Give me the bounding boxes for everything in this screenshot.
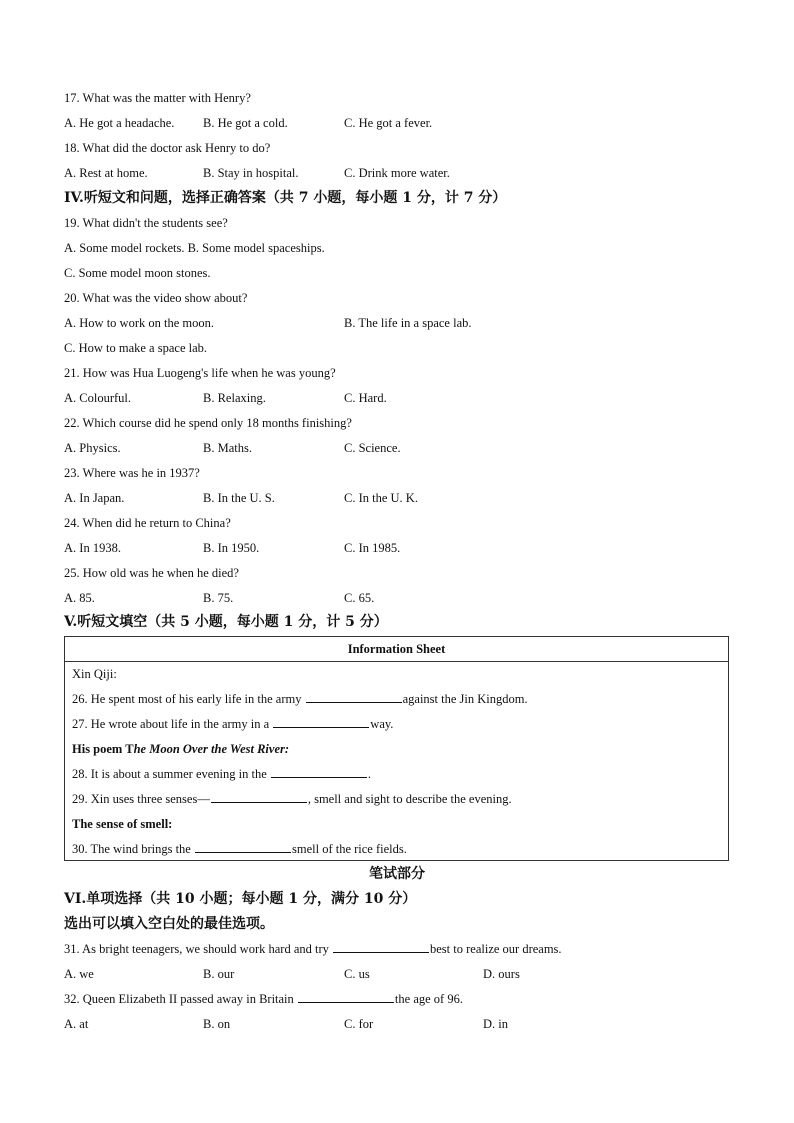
sheet-q29 bbox=[72, 787, 512, 812]
q28-blank[interactable] bbox=[271, 763, 367, 778]
q21-option-b: B. Relaxing. bbox=[203, 391, 266, 405]
sheet-poem-heading bbox=[72, 737, 289, 762]
q19-option-c: C. Some model moon stones. bbox=[64, 266, 211, 280]
sheet-q28 bbox=[72, 762, 371, 787]
q20-option-a: A. How to work on the moon. bbox=[64, 316, 214, 330]
q24-option-c: C. In 1985. bbox=[344, 541, 401, 555]
sheet-q26 bbox=[72, 687, 528, 712]
q26-text-post: against the Jin Kingdom. bbox=[402, 692, 528, 706]
q23-option-a: A. In Japan. bbox=[64, 491, 125, 505]
section-5-heading: V.听短文填空（共 5 小题，每小题 1 分，计 5 分） bbox=[64, 614, 388, 630]
information-sheet bbox=[64, 636, 729, 861]
q17-option-a: A. He got a headache. bbox=[64, 116, 175, 130]
q21-text: 21. How was Hua Luogeng's life when he was young? bbox=[64, 366, 336, 380]
q18-text: 18. What did the doctor ask Henry to do? bbox=[64, 141, 271, 155]
q32-blank[interactable] bbox=[298, 988, 394, 1003]
q26-text-pre: 26. He spent most of his early life in the army bbox=[72, 692, 305, 706]
q22-option-b: B. Maths. bbox=[203, 441, 252, 455]
q31-text-post: best to realize our dreams. bbox=[430, 942, 562, 956]
q26-blank[interactable] bbox=[306, 688, 402, 703]
q23-option-b: B. In the U. S. bbox=[203, 491, 275, 505]
q27-blank[interactable] bbox=[273, 713, 369, 728]
q32-option-b: B. on bbox=[203, 1017, 231, 1031]
sheet-q27 bbox=[72, 712, 393, 737]
q21-option-c: C. Hard. bbox=[344, 391, 387, 405]
section-4-heading: IV.听短文和问题，选择正确答案（共 7 小题，每小题 1 分，计 7 分） bbox=[64, 190, 507, 206]
q31-blank[interactable] bbox=[333, 938, 429, 953]
section-6-heading: VI.单项选择（共 10 小题；每小题 1 分，满分 10 分） bbox=[64, 891, 417, 907]
q30-text-pre: 30. The wind brings the bbox=[72, 842, 194, 856]
q24-option-a: A. In 1938. bbox=[64, 541, 121, 555]
q22-option-c: C. Science. bbox=[344, 441, 401, 455]
q32-option-a: A. at bbox=[64, 1017, 89, 1031]
q27-text-pre: 27. He wrote about life in the army in a bbox=[72, 717, 273, 731]
q22-option-a: A. Physics. bbox=[64, 441, 121, 455]
q28-text-pre: 28. It is about a summer evening in the bbox=[72, 767, 270, 781]
q18-option-a: A. Rest at home. bbox=[64, 166, 148, 180]
sheet-name: Xin Qiji: bbox=[72, 667, 117, 681]
q32-text-post: the age of 96. bbox=[394, 992, 463, 1006]
q20-option-b: B. The life in a space lab. bbox=[344, 316, 472, 330]
q32-option-d: D. in bbox=[483, 1017, 508, 1031]
written-part-heading: 笔试部分 bbox=[369, 866, 425, 882]
q25-option-b: B. 75. bbox=[203, 591, 234, 605]
q24-option-b: B. In 1950. bbox=[203, 541, 260, 555]
q31-option-d: D. ours bbox=[483, 967, 520, 981]
q29-blank[interactable] bbox=[211, 788, 307, 803]
q17-option-b: B. He got a cold. bbox=[203, 116, 288, 130]
q29-text-post: , smell and sight to describe the evening. bbox=[307, 792, 512, 806]
q18-option-b: B. Stay in hospital. bbox=[203, 166, 299, 180]
q25-option-a: A. 85. bbox=[64, 591, 95, 605]
sheet-q30 bbox=[72, 837, 407, 862]
q31-text-pre: 31. As bright teenagers, we should work hard and try bbox=[64, 942, 332, 956]
q17-text: 17. What was the matter with Henry? bbox=[64, 91, 251, 105]
q21-option-a: A. Colourful. bbox=[64, 391, 132, 405]
q20-option-c: C. How to make a space lab. bbox=[64, 341, 208, 355]
q28-text-post: . bbox=[367, 767, 372, 781]
q32-text bbox=[64, 987, 463, 1012]
q17-option-c: C. He got a fever. bbox=[344, 116, 433, 130]
q23-text: 23. Where was he in 1937? bbox=[64, 466, 200, 480]
poem-title: he Moon Over the West River: bbox=[133, 742, 290, 756]
information-sheet-title: Information Sheet bbox=[65, 637, 728, 662]
q31-option-a: A. we bbox=[64, 967, 94, 981]
q22-text: 22. Which course did he spend only 18 months finishing? bbox=[64, 416, 352, 430]
q23-option-c: C. In the U. K. bbox=[344, 491, 418, 505]
q32-text-pre: 32. Queen Elizabeth II passed away in Britain bbox=[64, 992, 297, 1006]
q18-option-c: C. Drink more water. bbox=[344, 166, 450, 180]
q24-text: 24. When did he return to China? bbox=[64, 516, 231, 530]
q31-option-b: B. our bbox=[203, 967, 235, 981]
q31-text bbox=[64, 937, 562, 962]
section-6-instruction: 选出可以填入空白处的最佳选项。 bbox=[64, 916, 274, 932]
q25-option-c: C. 65. bbox=[344, 591, 375, 605]
q27-text-post: way. bbox=[370, 717, 394, 731]
q29-text-pre: 29. Xin uses three senses— bbox=[72, 792, 210, 806]
q31-option-c: C. us bbox=[344, 967, 370, 981]
sheet-smell-heading: The sense of smell: bbox=[72, 817, 173, 831]
q30-blank[interactable] bbox=[195, 838, 291, 853]
q30-text-post: smell of the rice fields. bbox=[291, 842, 407, 856]
q32-option-c: C. for bbox=[344, 1017, 374, 1031]
q25-text: 25. How old was he when he died? bbox=[64, 566, 239, 580]
q19-text: 19. What didn't the students see? bbox=[64, 216, 228, 230]
q20-text: 20. What was the video show about? bbox=[64, 291, 248, 305]
q19-options-ab: A. Some model rockets. B. Some model spaceships. bbox=[64, 241, 325, 255]
poem-label: His poem T bbox=[72, 742, 134, 756]
